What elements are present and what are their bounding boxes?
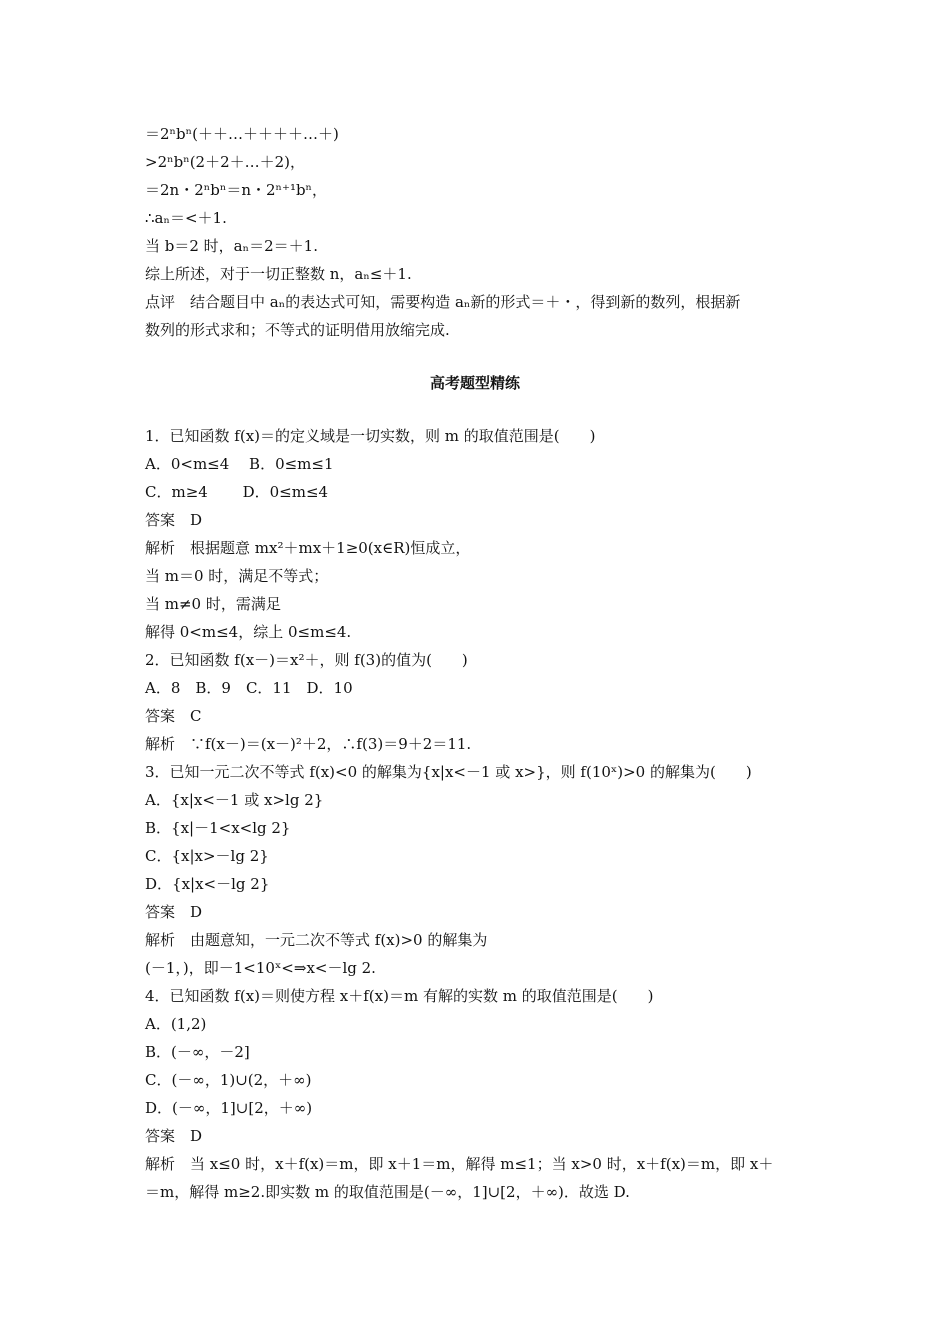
proof-line: ＝2ⁿbⁿ(＋＋…＋＋＋＋…＋) [145, 125, 339, 143]
question-1-options-cd: C．m≥4 D．0≤m≤4 [145, 483, 329, 501]
question-4-option-d: D．(－∞，1]∪[2，＋∞) [145, 1099, 313, 1117]
question-3-option-d: D．{x|x<－lg 2} [145, 875, 270, 893]
question-1-analysis: 当 m＝0 时，满足不等式； [145, 567, 329, 585]
section-heading: 高考题型精练 [429, 374, 520, 392]
question-1-analysis: 解析 根据题意 mx²＋mx＋1≥0(x∈R)恒成立， [145, 539, 471, 557]
comment-line: 数列的形式求和；不等式的证明借用放缩完成. [145, 321, 450, 339]
question-4-analysis: 解析 当 x≤0 时，x＋f(x)＝m，即 x＋1＝m，解得 m≤1；当 x>0 时，x＋f(x)＝m，即 x＋ [145, 1155, 774, 1173]
question-4-answer: 答案 D [145, 1127, 203, 1145]
proof-line: ＝2n・2ⁿbⁿ＝n・2ⁿ⁺¹bⁿ， [145, 181, 328, 199]
proof-line: 当 b＝2 时，aₙ＝2＝＋1. [145, 237, 318, 255]
comment-line: 点评 结合题目中 aₙ的表达式可知，需要构造 aₙ新的形式＝＋・，得到新的数列，根据新 [145, 293, 741, 311]
question-2-options: A．8 B．9 C．11 D．10 [145, 679, 353, 697]
question-4-stem: 4．已知函数 f(x)＝则使方程 x＋f(x)＝m 有解的实数 m 的取值范围是( ) [145, 987, 654, 1005]
question-3-analysis: (－1，)，即－1<10ˣ<⇒x<－lg 2. [145, 959, 376, 977]
proof-line: ∴aₙ＝<＋1. [145, 209, 227, 227]
question-4-option-b: B．(－∞，－2] [145, 1043, 250, 1061]
question-4-analysis: ＝m，解得 m≥2.即实数 m 的取值范围是(－∞，1]∪[2，＋∞)．故选 D. [145, 1183, 630, 1201]
question-3-answer: 答案 D [145, 903, 203, 921]
question-4-option-a: A．(1,2) [145, 1015, 207, 1033]
question-3-analysis: 解析 由题意知，一元二次不等式 f(x)>0 的解集为 [145, 931, 488, 949]
question-1-analysis: 解得 0<m≤4，综上 0≤m≤4. [145, 623, 352, 641]
question-1-stem: 1．已知函数 f(x)＝的定义域是一切实数，则 m 的取值范围是( ) [145, 427, 596, 445]
question-2-analysis: 解析 ∵f(x－)＝(x－)²＋2，∴f(3)＝9＋2＝11. [145, 735, 472, 753]
question-3-option-b: B．{x|－1<x<lg 2} [145, 819, 291, 837]
question-1-options-ab: A．0<m≤4 B．0≤m≤1 [145, 455, 334, 473]
question-3-option-c: C．{x|x>－lg 2} [145, 847, 269, 865]
proof-line: >2ⁿbⁿ(2＋2＋…＋2)， [145, 153, 306, 171]
question-4-option-c: C．(－∞，1)∪(2，＋∞) [145, 1071, 312, 1089]
question-1-analysis: 当 m≠0 时，需满足 [145, 595, 281, 613]
question-2-answer: 答案 C [145, 707, 202, 725]
question-3-stem: 3．已知一元二次不等式 f(x)<0 的解集为{x|x<－1 或 x>}，则 f(10ˣ)>0 的解集为( ) [145, 763, 752, 781]
proof-conclusion: 综上所述，对于一切正整数 n，aₙ≤＋1. [145, 265, 412, 283]
question-2-stem: 2．已知函数 f(x－)＝x²＋，则 f(3)的值为( ) [145, 651, 468, 669]
question-1-answer: 答案 D [145, 511, 203, 529]
question-3-option-a: A．{x|x<－1 或 x>lg 2} [145, 791, 324, 809]
